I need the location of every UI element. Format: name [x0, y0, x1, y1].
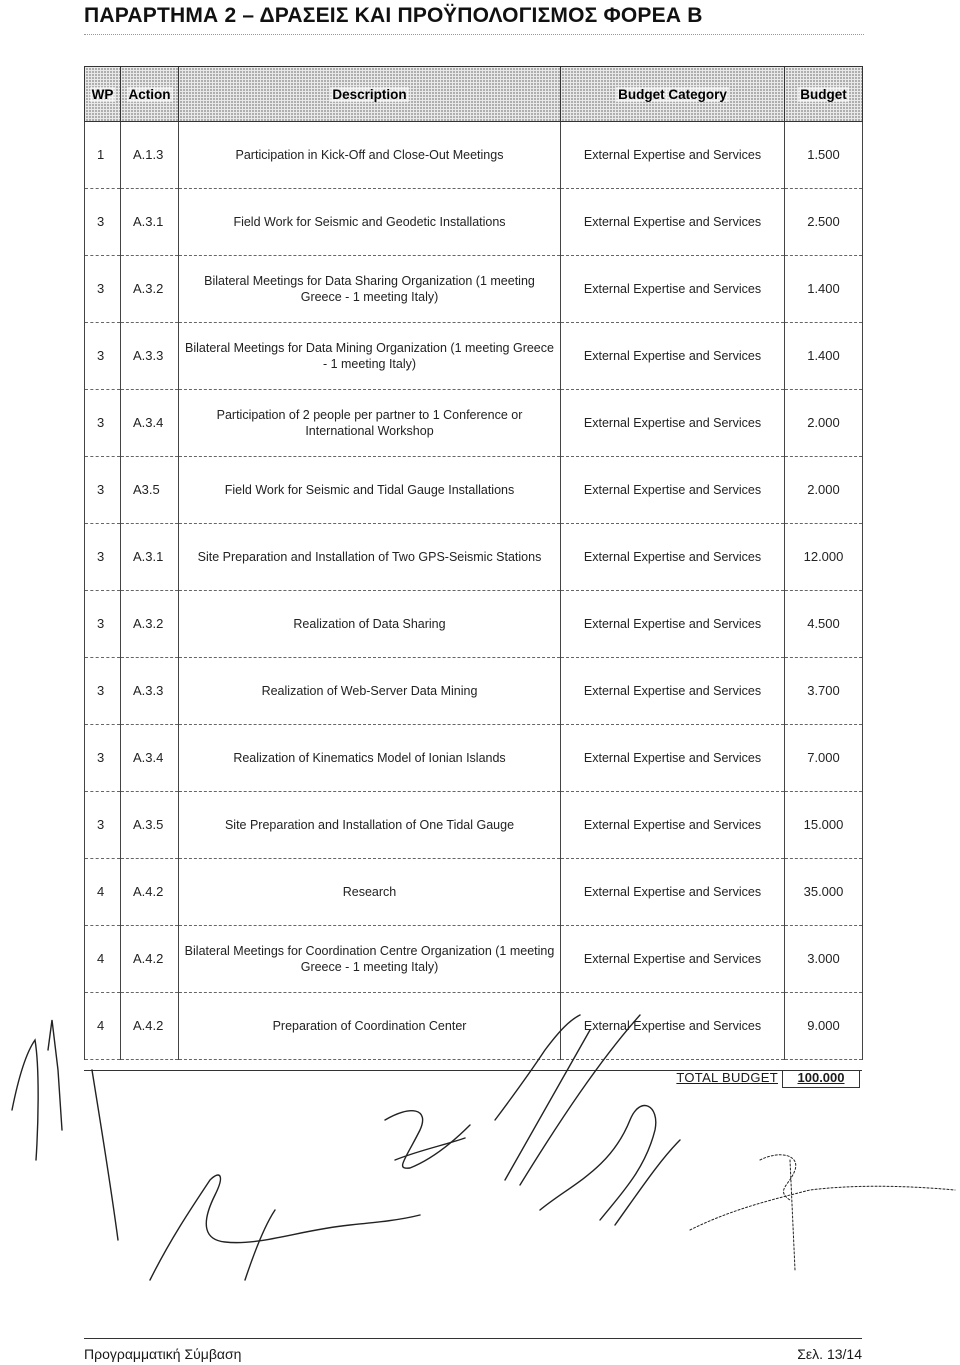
cell-budget-category: External Expertise and Services [561, 725, 785, 792]
header-wp: WP [85, 67, 121, 122]
cell-wp: 3 [85, 457, 121, 524]
cell-wp: 4 [85, 926, 121, 993]
cell-budget-category: External Expertise and Services [561, 390, 785, 457]
table-row [85, 323, 863, 390]
cell-description: Bilateral Meetings for Coordination Centre Organization (1 meeting Greece - 1 meeting Italy) [179, 926, 561, 993]
cell-action: A3.5 [121, 457, 179, 524]
cell-budget-category: External Expertise and Services [561, 658, 785, 725]
cell-wp: 3 [85, 658, 121, 725]
cell-action: A.3.3 [121, 658, 179, 725]
title-divider [84, 34, 864, 35]
cell-wp: 3 [85, 390, 121, 457]
cell-budget: 2.500 [785, 189, 863, 256]
page-title: ΠΑΡΑΡΤΗΜΑ 2 – ΔΡΑΣΕΙΣ ΚΑΙ ΠΡΟΫΠΟΛΟΓΙΣΜΟΣ ΦΟΡΕΑ Β [84, 4, 703, 27]
cell-action: A.4.2 [121, 859, 179, 926]
cell-action: A.3.4 [121, 725, 179, 792]
cell-budget: 1.500 [785, 122, 863, 189]
table-row [85, 524, 863, 591]
header-budget-category: Budget Category [561, 67, 785, 122]
cell-action: A.4.2 [121, 993, 179, 1060]
table-row [85, 390, 863, 457]
cell-description: Bilateral Meetings for Data Sharing Organization (1 meeting Greece - 1 meeting Italy) [179, 256, 561, 323]
footer-divider [84, 1338, 862, 1339]
cell-budget: 2.000 [785, 390, 863, 457]
header-row [85, 67, 863, 122]
cell-description: Field Work for Seismic and Geodetic Installations [179, 189, 561, 256]
cell-description: Site Preparation and Installation of One Tidal Gauge [179, 792, 561, 859]
signature-left [12, 1020, 118, 1240]
cell-budget-category: External Expertise and Services [561, 122, 785, 189]
cell-budget: 1.400 [785, 256, 863, 323]
table-row [85, 859, 863, 926]
total-value: 100.000 [782, 1070, 860, 1088]
cell-wp: 3 [85, 725, 121, 792]
table-header [85, 67, 863, 122]
table-row [85, 457, 863, 524]
cell-budget: 12.000 [785, 524, 863, 591]
table-row [85, 256, 863, 323]
cell-budget-category: External Expertise and Services [561, 993, 785, 1060]
cell-description: Preparation of Coordination Center [179, 993, 561, 1060]
footer-page-number: Σελ. 13/14 [797, 1346, 862, 1362]
table-row [85, 725, 863, 792]
cell-action: A.3.4 [121, 390, 179, 457]
cell-budget: 7.000 [785, 725, 863, 792]
cell-wp: 4 [85, 993, 121, 1060]
cell-budget-category: External Expertise and Services [561, 591, 785, 658]
cell-wp: 3 [85, 792, 121, 859]
cell-description: Realization of Data Sharing [179, 591, 561, 658]
cell-budget: 9.000 [785, 993, 863, 1060]
cell-description: Research [179, 859, 561, 926]
cell-budget-category: External Expertise and Services [561, 926, 785, 993]
cell-wp: 4 [85, 859, 121, 926]
cell-budget-category: External Expertise and Services [561, 256, 785, 323]
cell-budget: 35.000 [785, 859, 863, 926]
total-label: TOTAL BUDGET [676, 1070, 778, 1085]
cell-action: A.3.5 [121, 792, 179, 859]
cell-wp: 3 [85, 189, 121, 256]
table-row [85, 189, 863, 256]
signature-middle-2 [495, 1015, 680, 1225]
table-row [85, 658, 863, 725]
cell-budget: 1.400 [785, 323, 863, 390]
header-description: Description [179, 67, 561, 122]
table-body [85, 122, 863, 1060]
table-row [85, 591, 863, 658]
cell-budget: 15.000 [785, 792, 863, 859]
signature-middle-1 [150, 1111, 470, 1280]
cell-wp: 3 [85, 256, 121, 323]
cell-description: Site Preparation and Installation of Two GPS-Seismic Stations [179, 524, 561, 591]
cell-description: Participation of 2 people per partner to 1 Conference or International Workshop [179, 390, 561, 457]
table-row [85, 122, 863, 189]
cell-action: A.3.1 [121, 524, 179, 591]
cell-action: A.4.2 [121, 926, 179, 993]
budget-table [84, 66, 863, 1060]
cell-description: Field Work for Seismic and Tidal Gauge Installations [179, 457, 561, 524]
cell-action: A.3.2 [121, 256, 179, 323]
signatures-image [0, 1010, 960, 1300]
header-budget: Budget [785, 67, 863, 122]
cell-action: A.3.1 [121, 189, 179, 256]
cell-budget: 3.000 [785, 926, 863, 993]
table-row [85, 926, 863, 993]
cell-budget-category: External Expertise and Services [561, 792, 785, 859]
cell-wp: 3 [85, 591, 121, 658]
signature-right [690, 1155, 955, 1270]
cell-budget: 4.500 [785, 591, 863, 658]
footer-document-title: Προγραμματική Σύμβαση [84, 1346, 242, 1362]
cell-description: Participation in Kick-Off and Close-Out Meetings [179, 122, 561, 189]
cell-budget-category: External Expertise and Services [561, 189, 785, 256]
cell-description: Realization of Web-Server Data Mining [179, 658, 561, 725]
cell-wp: 3 [85, 323, 121, 390]
cell-budget-category: External Expertise and Services [561, 524, 785, 591]
header-action: Action [121, 67, 179, 122]
cell-action: A.1.3 [121, 122, 179, 189]
cell-action: A.3.3 [121, 323, 179, 390]
cell-description: Bilateral Meetings for Data Mining Organization (1 meeting Greece - 1 meeting Italy) [179, 323, 561, 390]
cell-wp: 3 [85, 524, 121, 591]
cell-description: Realization of Kinematics Model of Ionian Islands [179, 725, 561, 792]
cell-wp: 1 [85, 122, 121, 189]
cell-action: A.3.2 [121, 591, 179, 658]
cell-budget-category: External Expertise and Services [561, 323, 785, 390]
cell-budget: 3.700 [785, 658, 863, 725]
cell-budget-category: External Expertise and Services [561, 859, 785, 926]
table-row [85, 792, 863, 859]
cell-budget: 2.000 [785, 457, 863, 524]
cell-budget-category: External Expertise and Services [561, 457, 785, 524]
